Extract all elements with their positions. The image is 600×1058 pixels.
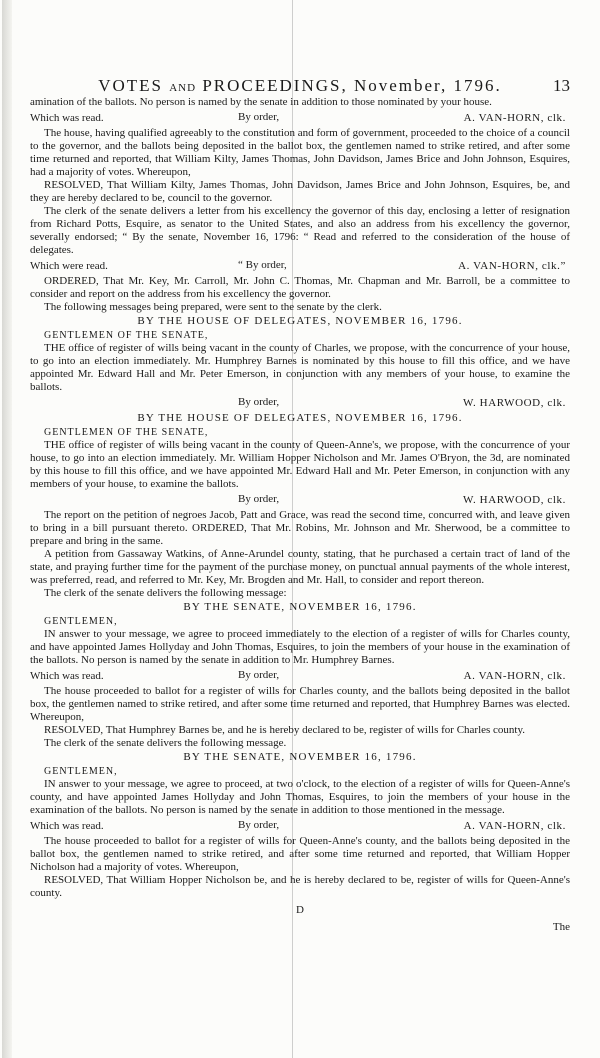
page-header	[30, 74, 570, 98]
running-head-part-2: PROCEEDINGS, November, 1796.	[196, 76, 502, 95]
document-body	[30, 96, 570, 935]
order-note: Which was read.	[30, 112, 104, 124]
clerk-signature: W. HARWOOD, clk.	[463, 494, 566, 506]
paragraph: IN answer to your message, we agree to proceed immediately to the election of a register of wills for Charles county, and have appointed James Hollyday and John Thomas, Esquires, to join the members of your house in the examination of the ballots. No person is named by the senate in addition to Mr. Humphrey Barnes.	[30, 628, 570, 666]
clerk-signature: A. VAN-HORN, clk.”	[458, 260, 566, 272]
order-note: Which were read.	[30, 260, 108, 272]
paragraph: The report on the petition of negroes Jacob, Patt and Grace, was read the second time, concurred with, and leave given to bring in a bill pursuant thereto. ORDERED, That Mr. Robins, Mr. Johnson and Mr. Sherwood, be a committee to prepare and bring in the same.	[30, 509, 570, 547]
page-number: 13	[553, 76, 570, 95]
paragraph: RESOLVED, That William Kilty, James Thomas, John Davidson, James Brice and John Johnson, Esquires, be, and they are hereby declared to be, council to the governor.	[30, 179, 570, 204]
paragraph: ORDERED, That Mr. Key, Mr. Carroll, Mr. John C. Thomas, Mr. Chapman and Mr. Barroll, be a committee to consider and report on the address from his excellency the governor.	[30, 275, 570, 300]
order-by: By order,	[238, 669, 280, 681]
running-head-part-1: VOTES	[98, 76, 170, 95]
order-line	[30, 493, 570, 508]
order-note: Which was read.	[30, 670, 104, 682]
message-heading: BY THE SENATE, NOVEMBER 16, 1796.	[183, 751, 417, 763]
order-line	[30, 669, 570, 684]
catchword-line	[30, 921, 570, 935]
clerk-signature: A. VAN-HORN, clk.	[463, 820, 566, 832]
order-by: By order,	[238, 396, 280, 408]
paragraph: The house proceeded to ballot for a register of wills for Queen-Anne's county, and the ballots being deposited in the ballot box, the gentlemen named to strike retired, and after some time returned and reported, that William Hopper Nicholson had a majority of votes. Whereupon,	[30, 835, 570, 873]
order-by: By order,	[238, 819, 280, 831]
running-head-and: AND	[169, 82, 197, 94]
paragraph: RESOLVED, That William Hopper Nicholson be, and he is hereby declared to be, register of wills for Queen-Anne's county.	[30, 874, 570, 899]
signature-mark: D	[296, 904, 304, 916]
clerk-signature: A. VAN-HORN, clk.	[463, 112, 566, 124]
paragraph: A petition from Gassaway Watkins, of Anne-Arundel county, stating, that he purchased a certain tract of land of the state, and praying further time for the payment of the purchase money, on punctual annual payments of the whole interest, was preferred, read, and referred to Mr. Key, Mr. Brogden and Mr. Hall, to consider and report thereon.	[30, 548, 570, 586]
paragraph: THE office of register of wills being vacant in the county of Charles, we propose, with the concurrence of your house, to go into an election immediately. Mr. Humphrey Barnes is nominated by this house to fill this office, and we have appointed Mr. Edward Hall and Mr. Peter Emerson, in conjunction with any members of your house, to examine the ballots.	[30, 342, 570, 393]
order-line	[30, 819, 570, 834]
order-line	[30, 259, 570, 274]
salutation: GENTLEMEN,	[44, 616, 118, 627]
paragraph: The clerk of the senate delivers a letter from his excellency the governor of this day, enclosing a letter of resignation from Richard Potts, Esquire, as senator to the United States, and also an address from his excellency the governor, severally endorsed; “ By the senate, November 16, 1796: “ Read and referred to the consideration of the house of delegates.	[30, 205, 570, 256]
catchword: The	[552, 921, 570, 933]
salutation: GENTLEMEN,	[44, 766, 118, 777]
order-by: By order,	[238, 111, 280, 123]
clerk-signature: W. HARWOOD, clk.	[463, 397, 566, 409]
paragraph: The clerk of the senate delivers the following message.	[44, 737, 287, 749]
clerk-signature: A. VAN-HORN, clk.	[463, 670, 566, 682]
paragraph: RESOLVED, That Humphrey Barnes be, and he is hereby declared to be, register of wills for Charles county.	[44, 724, 526, 736]
salutation: GENTLEMEN OF THE SENATE,	[44, 330, 209, 341]
paragraph: amination of the ballots. No person is named by the senate in addition to those nominated by your house.	[30, 96, 492, 108]
order-by: By order,	[238, 493, 280, 505]
paragraph: The house proceeded to ballot for a register of wills for Charles county, and the ballots being deposited in the ballot box, the gentlemen named to strike retired, and after some time returned and reported, that Humphrey Barnes was elected. Whereupon,	[30, 685, 570, 723]
paragraph: The following messages being prepared, were sent to the senate by the clerk.	[44, 301, 382, 313]
paragraph: THE office of register of wills being vacant in the county of Queen-Anne's, we propose, with the concurrence of your house, to go into an election immediately. Mr. William Hopper Nicholson and Mr. James O'Bryon, the 3d, are nominated by this house to fill this office, and we have appointed Mr. Edward Hall and Mr. Peter Emerson, in conjunction with any members of your house, to examine the ballots.	[30, 439, 570, 490]
paragraph: The house, having qualified agreeably to the constitution and form of government, proceeded to the choice of a council to the governor, and the ballots being deposited in the ballot box, the gentlemen named to strike retired, and after some time returned and reported, that William Kilty, James Thomas, John Davidson, James Brice and John Johnson, Esquires, had a majority of votes. Whereupon,	[30, 127, 570, 178]
order-line	[30, 111, 570, 126]
message-heading: BY THE HOUSE OF DELEGATES, NOVEMBER 16, 1796.	[137, 412, 463, 424]
message-heading: BY THE SENATE, NOVEMBER 16, 1796.	[183, 601, 417, 613]
order-note: Which was read.	[30, 820, 104, 832]
order-line	[30, 396, 570, 411]
binding-gutter	[2, 0, 12, 1058]
order-by: “ By order,	[238, 259, 287, 271]
message-heading: BY THE HOUSE OF DELEGATES, NOVEMBER 16, 1796.	[137, 315, 463, 327]
paragraph: IN answer to your message, we agree to proceed, at two o'clock, to the election of a register of wills for Queen-Anne's county, and have appointed James Hollyday and John Thomas, Esquires, to join the members of your house in the examination of the ballots. No person is named by the senate in addition to those mentioned in the message.	[30, 778, 570, 816]
paragraph: The clerk of the senate delivers the following message:	[44, 587, 287, 599]
salutation: GENTLEMEN OF THE SENATE,	[44, 427, 209, 438]
